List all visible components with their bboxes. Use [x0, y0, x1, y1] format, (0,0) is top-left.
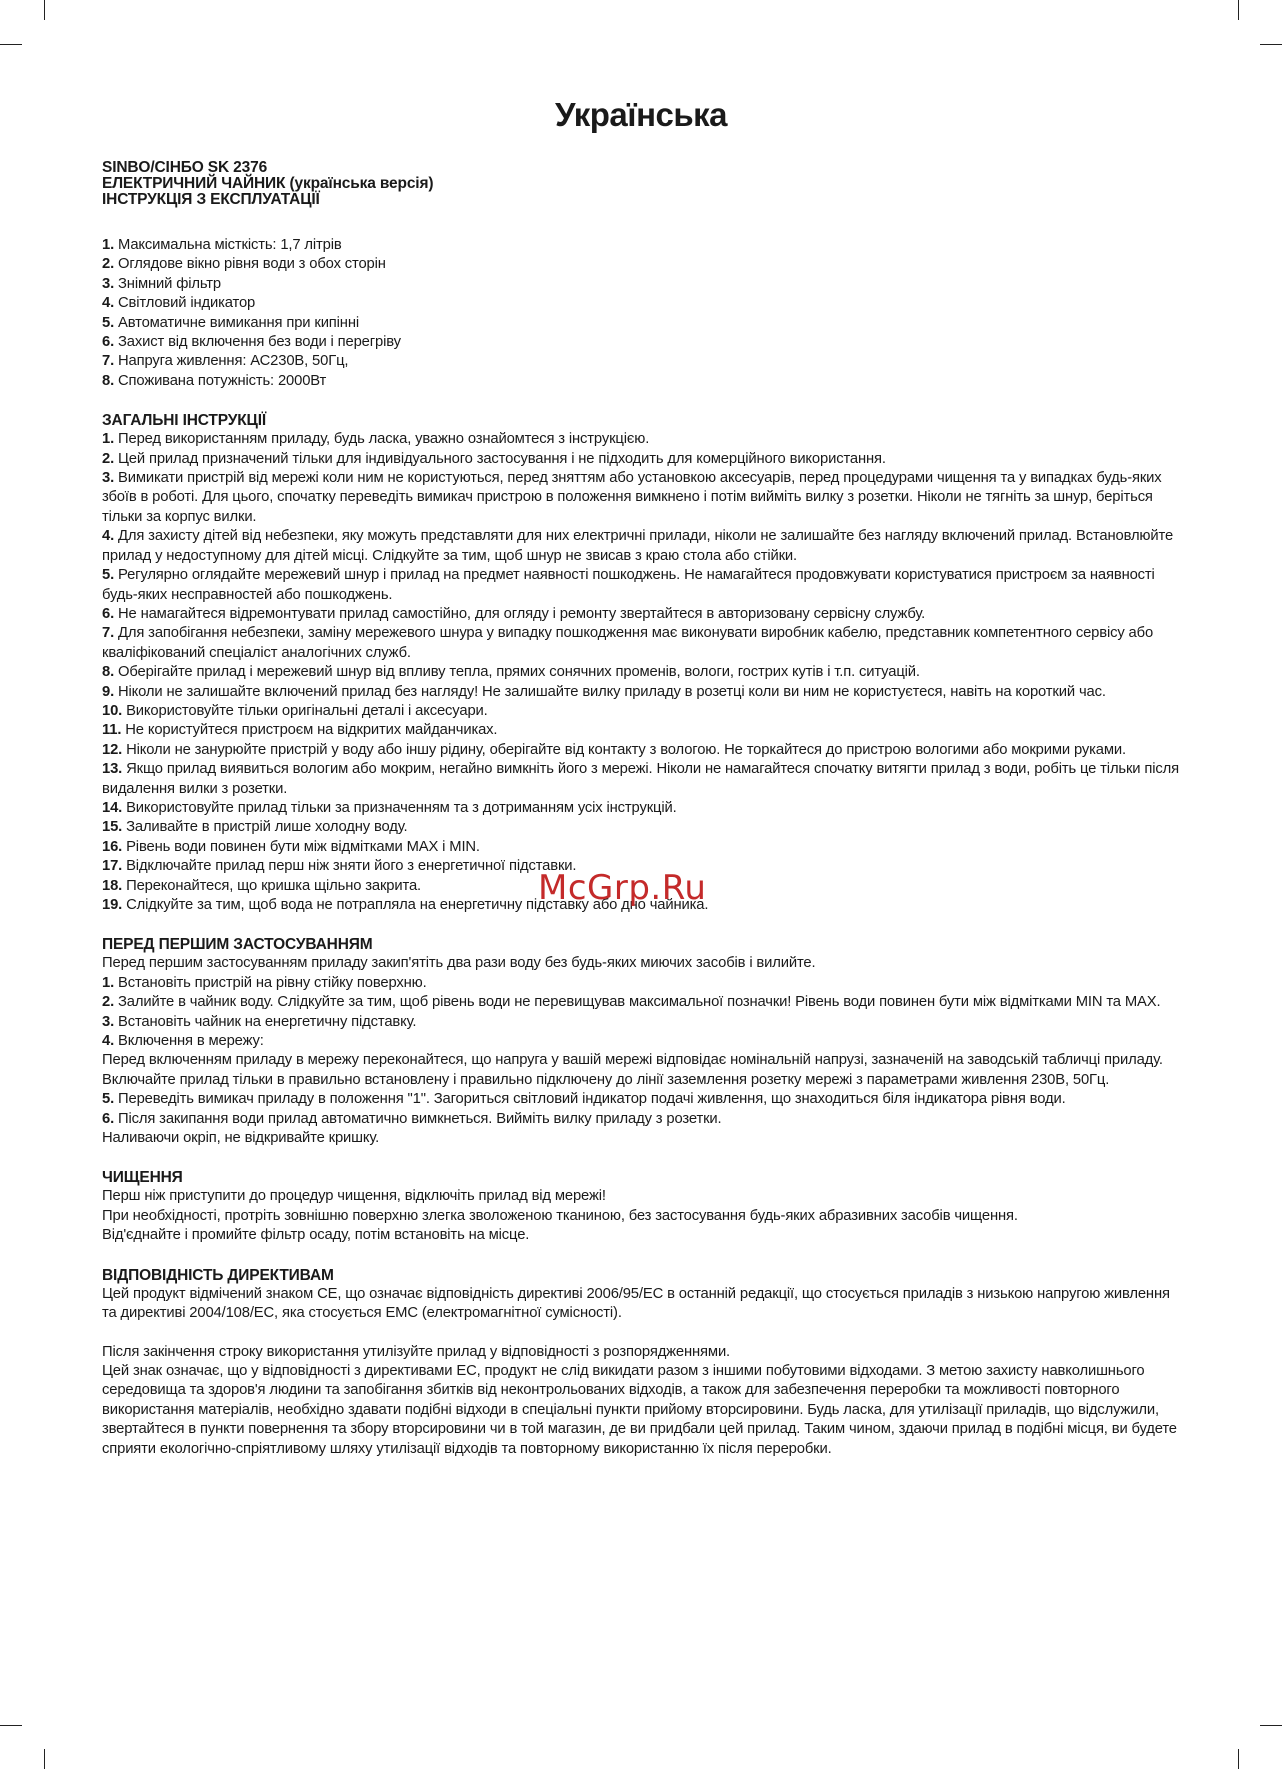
product-name: ЕЛЕКТРИЧНИЙ ЧАЙНИК (українська версія)	[102, 175, 434, 192]
list-item: 13. Якщо прилад виявиться вологим або мокрим, негайно вимкніть його з мережі. Ніколи не намагайтеся спочатку витягти прилад з води, робіть це тільки після видалення вилки з розетки.	[102, 761, 1179, 797]
list-item: 6. Захист від включення без води і перегріву	[102, 334, 401, 351]
list-item: 5. Регулярно оглядайте мережевий шнур і прилад на предмет наявності пошкоджень. Не намагайтеся продовжувати користуватися пристроєм за наявності будь-яких несправностей або пошкоджень.	[102, 567, 1155, 603]
first-use-note: Включайте прилад тільки в правильно встановлену і правильно підключену до лінії заземлення розетку мережі з параметрами живлення 230В, 50Гц.	[102, 1071, 1110, 1088]
list-item: 4. Світловий індикатор	[102, 295, 256, 312]
list-item: 7. Для запобігання небезпеки, заміну мережевого шнура у випадку пошкодження має виконувати виробник кабелю, представник компетентного сервісу або кваліфікований спеціаліст аналогічних служб.	[102, 625, 1154, 661]
list-item: 2. Залийте в чайник воду. Слідкуйте за тим, щоб рівень води не перевищував максимальної позначки! Рівень води повинен бути між відмітками MIN та MAX.	[102, 994, 1161, 1011]
list-item: 17. Відключайте прилад перш ніж зняти його з енергетичної підставки.	[102, 858, 577, 875]
compliance-paragraph: Цей знак означає, що у відповідності з директивами ЕС, продукт не слід викидати разом з іншими побутовими відходами. З метою захисту навколишнього середовища та здоров'я людини та запобігання збитків від неконтрольованих відходів, а також для забезпечення переробки та можливості повторного використання матеріалів, необхідно здавати подібні відходи в спеціальні пункти прийому вторсировини. Будь ласка, для утилізації приладів, що відслужили, звертайтеся в пункти повернення та збору вторсировини чи в той магазин, де ви придбали цей прилад. Таким чином, здаючи прилад в подібні місця, ви будете сприяти екологічно-спріятливому шляху утилізації відходів та повторному використанню їх після переробки.	[102, 1362, 1177, 1457]
list-item: 7. Напруга живлення: АС230В, 50Гц,	[102, 353, 349, 370]
first-use-note: Наливаючи окріп, не відкривайте кришку.	[102, 1130, 380, 1147]
list-item: 6. Не намагайтеся відремонтувати прилад самостійно, для огляду і ремонту звертайтеся в авторизовану сервісну службу.	[102, 605, 926, 622]
list-item: 8. Споживана потужність: 2000Вт	[102, 372, 327, 389]
list-item: 3. Вимикати пристрій від мережі коли ним не користуються, перед зняттям або установкою аксесуарів, перед процедурами чищення та у випадках будь-яких збоїв в роботі. Для цього, спочатку переведіть вимикач пристрою в положення вимкнено і потім вийміть вилку з розетки. Ніколи не тягніть за шнур, беріться тільки за корпус вилки.	[102, 470, 1162, 525]
list-item: 3. Знімний фільтр	[102, 275, 221, 292]
list-item: 18. Переконайтеся, що кришка щільно закрита.	[102, 877, 421, 894]
list-item: 2. Оглядове вікно рівня води з обох сторін	[102, 256, 386, 273]
list-item: 15. Заливайте в пристрій лише холодну воду.	[102, 819, 408, 836]
compliance-heading: ВІДПОВІДНІСТЬ ДИРЕКТИВАМ	[102, 1266, 334, 1284]
manual-title: ІНСТРУКЦІЯ З ЕКСПЛУАТАЦІЇ	[102, 191, 320, 208]
list-item: 1. Перед використанням приладу, будь ласка, уважно ознайомтеся з інструкцією.	[102, 431, 650, 448]
list-item: 4. Для захисту дітей від небезпеки, яку можуть представляти для них електричні прилади, ніколи не залишайте без нагляду включений прилад. Встановлюйте прилад у недоступному для дітей місці. Слідкуйте за тим, щоб шнур не звисав з краю стола або стійки.	[102, 528, 1174, 564]
page-title: Українська	[554, 96, 728, 133]
crop-mark	[0, 1725, 22, 1726]
list-item: 14. Використовуйте прилад тільки за призначенням та з дотриманням усіх інструкцій.	[102, 799, 677, 816]
general-instructions-list	[102, 430, 1182, 915]
list-item: 1. Встановіть пристрій на рівну стійку поверхню.	[102, 974, 427, 991]
general-heading: ЗАГАЛЬНІ ІНСТРУКЦІЇ	[102, 412, 266, 430]
list-item: 9. Ніколи не залишайте включений прилад без нагляду! Не залишайте вилку приладу в розетці коли ви ним не користуєтеся, навіть на короткий час.	[102, 683, 1106, 700]
cleaning-line: При необхідності, протріть зовнішню поверхню злегка зволоженою тканиною, без застосування будь-яких абразивних засобів чищення.	[102, 1207, 1018, 1224]
cleaning-line: Перш ніж приступити до процедур чищення, відключіть прилад від мережі!	[102, 1188, 606, 1205]
document-body	[102, 160, 1182, 1459]
watermark: McGrp.Ru	[538, 868, 707, 908]
spec-list	[102, 236, 1182, 391]
list-item: 5. Автоматичне вимикання при кипінні	[102, 314, 359, 331]
crop-mark	[1260, 1725, 1282, 1726]
paragraph-spacer	[102, 1324, 1182, 1343]
list-item: 4. Включення в мережу:	[102, 1033, 264, 1050]
first-use-intro: Перед першим застосуванням приладу закип'ятіть два рази воду без будь-яких миючих засобів і вилийте.	[102, 955, 816, 972]
crop-mark	[1238, 1749, 1239, 1769]
list-item: 19. Слідкуйте за тим, щоб вода не потрапляла на енергетичну підставку або дно чайника.	[102, 897, 709, 913]
list-item: 1. Максимальна місткість: 1,7 літрів	[102, 237, 342, 253]
list-item: 8. Оберігайте прилад і мережевий шнур від впливу тепла, прямих сонячних променів, вологи, гострих кутів і т.п. ситуацій.	[102, 664, 920, 681]
compliance-paragraph: Цей продукт відмічений знаком СЕ, що означає відповідність директиві 2006/95/ЕС в останній редакції, що стосується приладів з низькою напругою живлення та директиві 2004/108/ЕС, яка стосується ЕМС (електромагнітної сумісності).	[102, 1285, 1170, 1322]
compliance-paragraph: Після закінчення строку використання утилізуйте прилад у відповідності з розпорядженнями.	[102, 1343, 731, 1360]
list-item: 16. Рівень води повинен бути між відмітками MAX і MIN.	[102, 838, 480, 855]
model-name: SINBO/СІНБО SK 2376	[102, 159, 268, 176]
list-item: 6. Після закипання води прилад автоматично вимкнеться. Вийміть вилку приладу з розетки.	[102, 1110, 722, 1127]
cleaning-line: Від'єднайте і промийте фільтр осаду, потім встановіть на місце.	[102, 1227, 530, 1244]
cleaning-heading: ЧИЩЕННЯ	[102, 1169, 183, 1187]
first-use-heading: ПЕРЕД ПЕРШИМ ЗАСТОСУВАННЯМ	[102, 936, 373, 954]
list-item: 5. Переведіть вимикач приладу в положення "1". Загориться світловий індикатор подачі живлення, що знаходиться біля індикатора рівня води.	[102, 1091, 1066, 1108]
crop-mark	[44, 0, 45, 20]
list-item: 2. Цей прилад призначений тільки для індивідуального застосування і не підходить для комерційного використання.	[102, 450, 886, 467]
list-item: 11. Не користуйтеся пристроєм на відкритих майданчиках.	[102, 722, 498, 739]
crop-mark	[1260, 44, 1282, 45]
crop-mark	[0, 44, 22, 45]
crop-mark	[44, 1749, 45, 1769]
list-item: 3. Встановіть чайник на енергетичну підставку.	[102, 1013, 417, 1030]
list-item: 12. Ніколи не занурюйте пристрій у воду або іншу рідину, оберігайте від контакту з вологою. Не торкайтеся до пристрою вологими або мокрими руками.	[102, 741, 1126, 758]
crop-mark	[1238, 0, 1239, 20]
first-use-note: Перед включенням приладу в мережу переконайтеся, що напруга у вашій мережі відповідає номінальній напрузі, зазначеній на заводській табличці приладу.	[102, 1052, 1163, 1069]
document-header	[102, 160, 1182, 208]
list-item: 10. Використовуйте тільки оригінальні деталі і аксесуари.	[102, 702, 488, 719]
